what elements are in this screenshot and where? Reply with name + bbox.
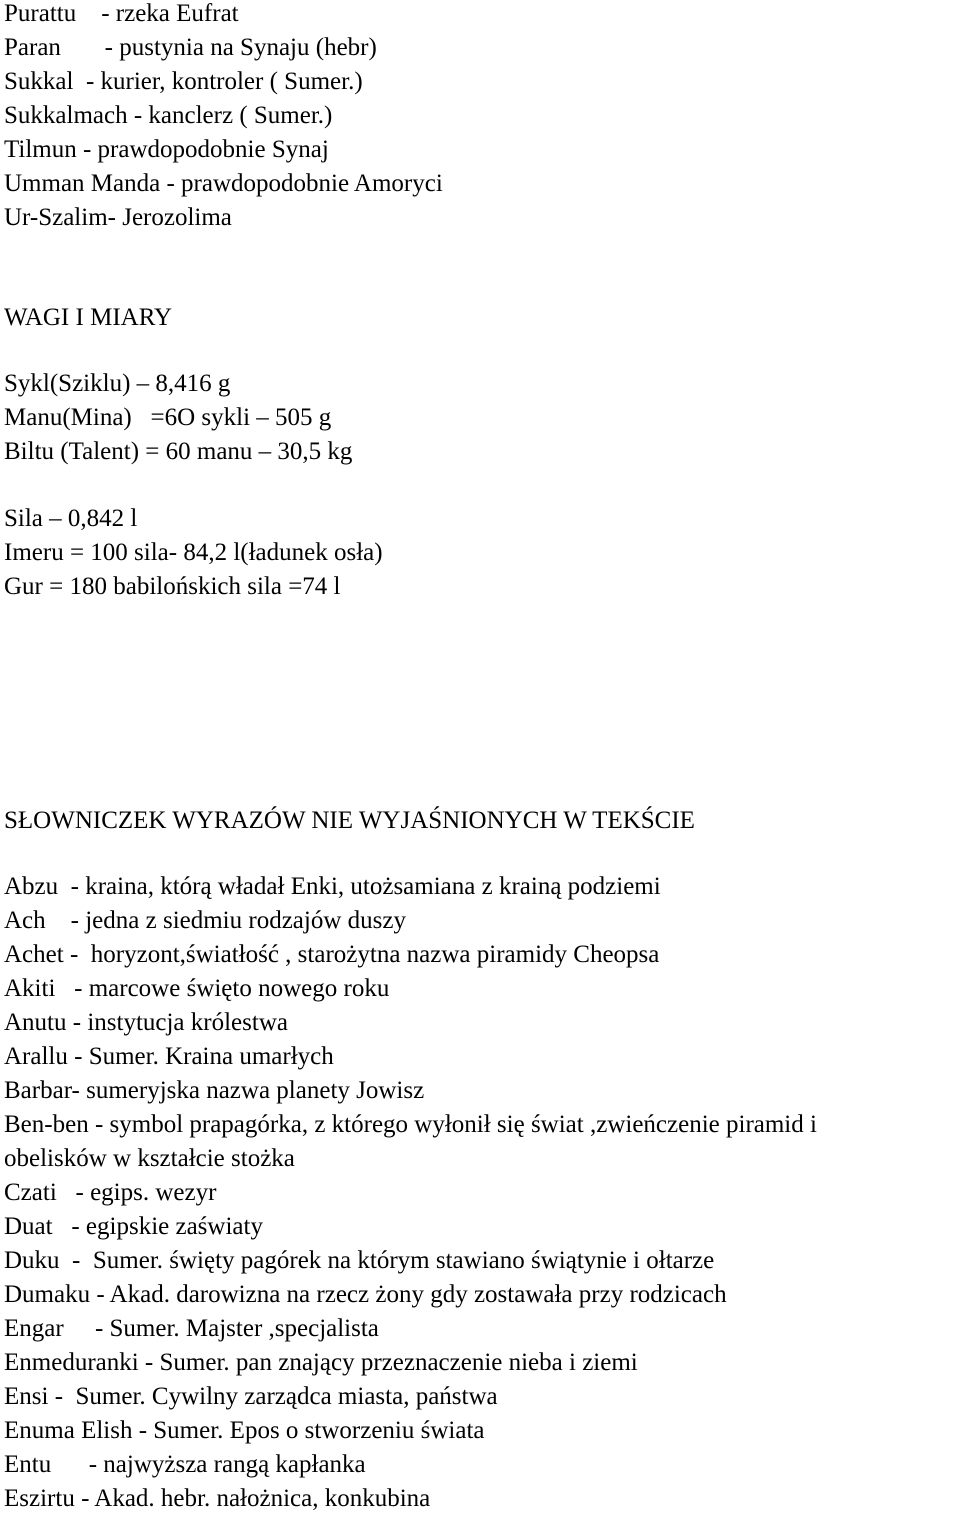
glossary-entry: Akiti - marcowe święto nowego roku [4, 975, 390, 1002]
glossary-entry: Duat - egipskie zaświaty [4, 1213, 263, 1240]
list-item: Imeru = 100 sila- 84,2 l(ładunek osła) [4, 539, 383, 566]
glossary-entry: Dumaku - Akad. darowizna na rzecz żony gdy zostawała przy rodzicach [4, 1281, 727, 1308]
spacer [4, 841, 958, 873]
glossary-entry: Barbar- sumeryjska nazwa planety Jowisz [4, 1077, 425, 1104]
spacer [4, 607, 958, 807]
glossary-entry: Enmeduranki - Sumer. pan znający przeznaczenie nieba i ziemi [4, 1349, 638, 1376]
list-item: Biltu (Talent) = 60 manu – 30,5 kg [4, 438, 353, 465]
glossary-entry: Enuma Elish - Sumer. Epos o stworzeniu świata [4, 1417, 485, 1444]
glossary-entry-continuation: obelisków w kształcie stożka [4, 1145, 295, 1172]
glossary-section [4, 807, 958, 1519]
list-item: Sukkalmach - kanclerz ( Sumer.) [4, 102, 333, 129]
glossary-entry: Ensi - Sumer. Cywilny zarządca miasta, państwa [4, 1383, 498, 1410]
list-item: Tilmun - prawdopodobnie Synaj [4, 136, 329, 163]
section-heading: SŁOWNICZEK WYRAZÓW NIE WYJAŚNIONYCH W TEKŚCIE [4, 807, 695, 834]
glossary-entry: Anutu - instytucja królestwa [4, 1009, 288, 1036]
spacer [4, 472, 958, 505]
glossary-entry: Eszirtu - Akad. hebr. nałożnica, konkubina [4, 1485, 431, 1512]
glossary-entry: Arallu - Sumer. Kraina umarłych [4, 1043, 334, 1070]
glossary-entry: Entu - najwyższa rangą kapłanka [4, 1451, 366, 1478]
glossary-entry: Engar - Sumer. Majster ,specjalista [4, 1315, 379, 1342]
glossary-entry: Abzu - kraina, którą władał Enki, utożsamiana z krainą podziemi [4, 873, 661, 900]
list-item: Manu(Mina) =6O sykli – 505 g [4, 404, 332, 431]
list-item: Umman Manda - prawdopodobnie Amoryci [4, 170, 443, 197]
places-list [4, 0, 958, 238]
document-page [4, 0, 958, 1519]
list-item: Sila – 0,842 l [4, 505, 138, 532]
list-item: Ur-Szalim- Jerozolima [4, 204, 232, 231]
list-item: Sukkal - kurier, kontroler ( Sumer.) [4, 68, 363, 95]
glossary-entry: Achet - horyzont,światłość , starożytna nazwa piramidy Cheopsa [4, 941, 660, 968]
glossary-entry: Czati - egips. wezyr [4, 1179, 217, 1206]
list-item: Gur = 180 babilońskich sila =74 l [4, 573, 341, 600]
spacer [4, 338, 958, 370]
glossary-entry: Ben-ben - symbol prapagórka, z którego wyłonił się świat ,zwieńczenie piramid i [4, 1111, 817, 1138]
glossary-entry: Ach - jedna z siedmiu rodzajów duszy [4, 907, 406, 934]
list-item: Sykl(Sziklu) – 8,416 g [4, 370, 231, 397]
weights-section [4, 304, 958, 607]
glossary-entry: Duku - Sumer. święty pagórek na którym stawiano świątynie i ołtarze [4, 1247, 715, 1274]
spacer [4, 238, 958, 304]
list-item: Paran - pustynia na Synaju (hebr) [4, 34, 377, 61]
section-heading: WAGI I MIARY [4, 304, 173, 331]
list-item: Purattu - rzeka Eufrat [4, 0, 239, 27]
